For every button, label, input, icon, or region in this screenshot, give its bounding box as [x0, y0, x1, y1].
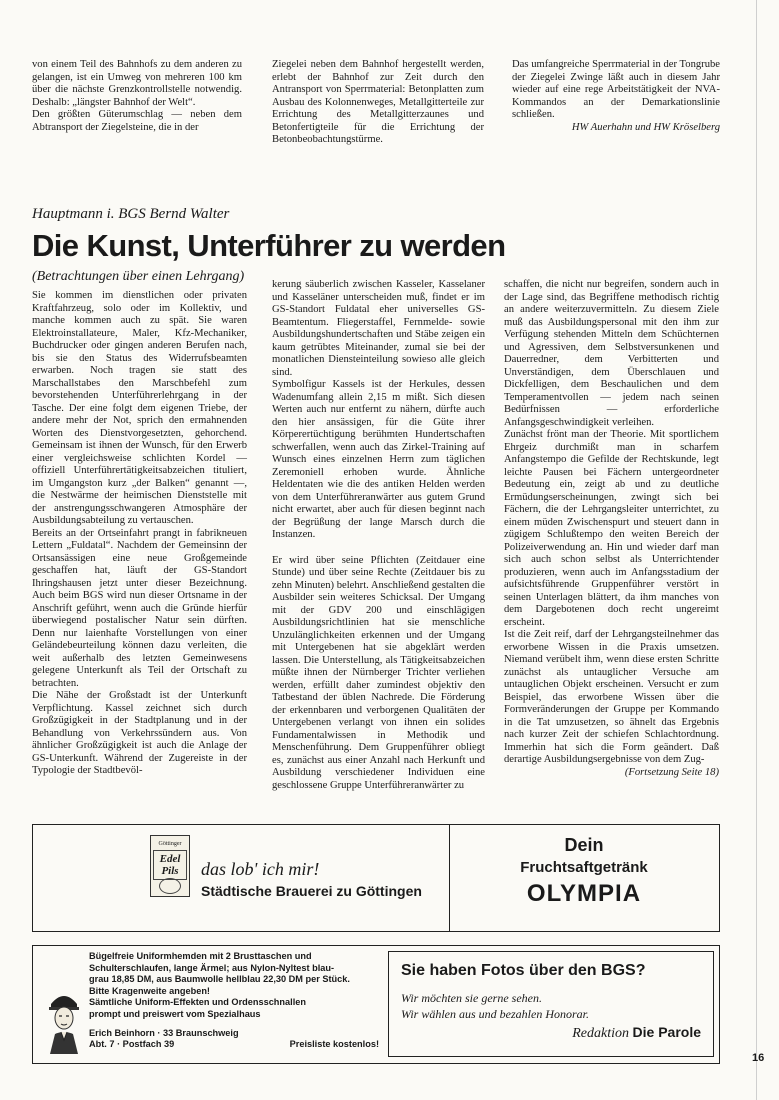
crest-icon — [159, 878, 181, 894]
photos-headline: Sie haben Fotos über den BGS? — [401, 962, 646, 979]
publication-name: Die Parole — [632, 1024, 701, 1040]
paragraph: Zunächst frönt man der Theorie. Mit sportlichem Ehrgeiz durchmißt man in scharfem Anfangstempo die Gefilde der Rechtskunde, legt leichte Pausen bei Fächern untergeordneter Bedeutung ein, zeigt ab und zu deutliche Ermüdungserscheinungen, zwingt sich bei Fächern, die der Lehrgangsleiter unterrichtet, zu einem müden Zwischenspurt und steuert dann in zügigem Schlußtempo den weiten Bereich der Polizeiverwendung an. Hin und wieder darf man sich auch schon selbst als Unterrichtender produzieren, wenn auch im Anfangsstadium der aufsichtsführende Gruppenführer verstört in seinen Unterlagen blättert, da ihm manches von dem Dargebotenen doch recht ungereimt erscheint. — [504, 429, 719, 628]
uniform-line: prompt und preiswert vom Spezialhaus — [89, 1008, 261, 1019]
page-number: 16 — [752, 1052, 765, 1064]
page-edge-line — [756, 0, 757, 1100]
brewery-name: Städtische Brauerei zu Göttingen — [201, 883, 422, 899]
logo-top-text: Göttinger — [158, 841, 182, 847]
juice-line-1: Dein — [564, 835, 604, 855]
uniform-company: Erich Beinhorn · 33 Braunschweig — [89, 1027, 239, 1038]
article-byline: Hauptmann i. BGS Bernd Walter — [32, 206, 230, 222]
uniform-line: Bitte Kragenweite angeben! — [89, 985, 210, 996]
top-column-3 — [512, 59, 720, 134]
uniform-headline: Bügelfreie Uniformhemden — [89, 951, 207, 961]
top-column-2 — [272, 59, 484, 147]
uniform-address: Abt. 7 · Postfach 39 — [89, 1039, 175, 1050]
soldier-portrait-icon — [47, 984, 81, 1054]
uniform-ad-text — [89, 951, 379, 1051]
article-column-1 — [32, 268, 247, 778]
article-headline: Die Kunst, Unterführer zu werden — [32, 228, 506, 263]
brewery-slogan: das lob' ich mir! — [201, 859, 320, 879]
paragraph: Ist die Zeit reif, darf der Lehrgangsteilnehmer das erworbene Wissen in die Praxis umsetzen. Niemand verübelt ihm, wenn diese ersten Schritte zunächst als untauglicher Versuche am untauglichen Objekt erscheinen. Versucht er zum Beispiel, das erworbene Wissen über die Formveränderungen der Gruppe per Kommando in die Tat umzusetzen, so ähnelt das Ergebnis nach kurzer Zeit der schiefen Schlachtordnung. Immerhin hat sich die Form geändert. Daß derartige Ausbildungsergebnisse von dem Zug- — [504, 629, 719, 765]
photos-text — [401, 990, 589, 1022]
paragraph: kerung säuberlich zwischen Kasseler, Kasselaner und Kasseläner unterscheiden muß, findet er im GS-Standort Fuldatal eher universelles GS-Beamtentum. Fliegerstaffel, Fernmelde- sowie Ausbildungshundertschaften und Stäbe zeigen ein kaum getrübtes Miteinander, zumal sie bei der monatlichen Diensteinteilung sowieso alle gleich sind. — [272, 279, 485, 378]
paragraph: Er wird über seine Pflichten (Zeitdauer eine Stunde) und über seine Rechte (Zeitdauer bis zu zehn Minuten) belehrt. Anschließend gestalten die Ausbilder sein weiteres Schicksal. Der Umgang mit der GDV 200 und einschlägigen Ausbildungsrichtlinien hat sie menschliche Unzulänglichkeiten erkennen und der Umgang mit Untergebenen hat sie abgeklärt werden lassen. Die Unterstellung, als Tätigkeitsabzeichen müßte ihnen der Nürnberger Trichter verliehen werden, erfüllt daher zumindest objektiv den Tatbestand der üblen Nachrede. Die Förderung der erkennbaren und verborgenen Qualitäten der Untergebenen verlangt von ihnen ein solides Fundamentalwissen in Methodik und Menschenführung. Dem Gruppenführer obliegt es, zunächst aus einer Anzahl nach Herkunft und Ausbildung verschiedener Individuen eine geschlossene Gruppe Unterführeranwärter zu — [272, 554, 485, 791]
juice-line-2: Fruchtsaftgetränk — [520, 859, 648, 876]
paragraph: Ziegelei neben dem Bahnhof hergestellt werden, erlebt der Bahnhof zur Zeit durch den Antransport von Sperrmaterial: Betonplatten zum Ausbau des Kolonnenweges, Metallgitterteile zur Errichtung des Metallgitterzaunes und Betonfertigteile für die Errichtung der Betonbeobachtungstürme. — [272, 59, 484, 145]
paragraph: schaffen, die nicht nur begreifen, sondern auch in der Lage sind, das Begriffene methodisch richtig an andere weiterzuvermitteln. Zu diesem Ziele muß das Ausbildungspersonal mit den ihm zur Verfügung stehenden Mitteln dem Schüchternen und Agressiven, dem Selbstversunkenen und Dauerredner, dem Verbitterten und Unverständigen, dem Überschlauen und Dickfelligen, dem Beschaulichen und dem Temperamentvollen — jedem nach seinen Bedürfnissen — erforderliche Anfangsgeschwindigkeit verleihen. — [504, 279, 719, 428]
paragraph: Bereits an der Ortseinfahrt prangt in fabrikneuen Lettern „Fuldatal“. Nachdem der Gemeinsinn der Ortsansässigen eine neue Großgemeinde geschaffen hat, läuft der GS-Standort Ihringshausen jetzt unter dieser Bezeichnung. Auch beim BGS wird nun dieser Ortsname in der Anschrift geführt, wenn auch die Gründe hierfür überwiegend postalischer Natur sein dürften. Denn nur laienhafte Vorstellungen von einer Geländebeurteilung können dazu verleiten, die weit außerhalb des letzten Gemeinwesens gelegene Unterkunft als Teil der Ortschaft zu betrachten. — [32, 527, 247, 689]
ad-banner-top — [32, 824, 720, 932]
redaktion-label: Redaktion — [572, 1026, 630, 1041]
logo-brand-text: Edel Pils — [153, 850, 187, 880]
article-subtitle: (Betrachtungen über einen Lehrgang) — [32, 269, 245, 284]
uniform-line: grau 18,85 DM, aus Baumwolle hellblau 22,30 DM per Stück. — [89, 974, 350, 985]
uniform-line: Schulterschlaufen, lange Ärmel; aus Nylon-Nyltest blau- — [89, 962, 335, 973]
article-column-2 — [272, 279, 485, 792]
uniform-headline-rest: mit 2 Brusttaschen und — [206, 951, 312, 961]
paragraph: Das umfangreiche Sperrmaterial in der Tongrube der Ziegelei Zwinge läßt auch in diesem Jahr wieder auf eine rege Arbeitstätigkeit der NVA-Kommandos an der Demarkationslinie schließen. — [512, 59, 720, 120]
top-column-1 — [32, 59, 242, 134]
photos-line-1: Wir möchten sie gerne sehen. — [401, 991, 542, 1005]
paragraph: von einem Teil des Bahnhofs zu dem anderen zu gelangen, ist ein Umweg von mehreren 100 km über die nächste Grenzkontrollstelle notwendig. Deshalb: „längster Bahnhof der Welt“. — [32, 59, 242, 108]
uniform-line: Sämtliche Uniform-Effekten und Ordensschnallen — [89, 997, 306, 1008]
continuation-note: (Fortsetzung Seite 18) — [624, 766, 719, 778]
paragraph: Sie kommen im dienstlichen oder privaten Kraftfahrzeug, solo oder im Kollektiv, und manche kommen auch zu spät. Sie waren Elektroinstallateure, Maler, Kfz-Mechaniker, Buchdrucker oder gingen anderen Berufen nach, bis sie den Status des Widerrufsbeamten erwarben. Noch tragen sie statt des Marschallstabes den Marschbefehl zum bevorstehenden Unterführerlehrgang in der Tasche. Der eine folgt dem eigenen Triebe, der andere mehr der Not, sprich den ermahnenden Worten des Dienstvorgesetzten, gehorchend. Gemeinsam ist ihnen der Wunsch, für den Erwerb einer vergleichsweise schlichten Kordel — offiziell Unterführertätigkeitsabzeichen tituliert, im Umgangston kurz „der Balken“ genannt —, die Nestwärme der heimischen Dienststelle mit der anstrengungsschwangeren Atmosphäre der Ausbildungsabteilung zu vertauschen. — [32, 290, 247, 526]
paragraph: Den größten Güterumschlag — neben dem Abtransport der Ziegelsteine, die in der — [32, 109, 242, 133]
beer-label-logo — [150, 835, 190, 897]
juice-brand: OLYMPIA — [526, 880, 642, 907]
paragraph: Die Nähe der Großstadt ist der Unterkunft Verpflichtung. Kassel zeichnet sich durch Großzügigkeit in der Stadtplanung und in der Behandlung von Verkehrssündern aus. Von ähnlicher Großzügigkeit ist auch die Anlage der GS-Unterkunft. Während der Zugereiste in der Typologie der Stadtbevöl- — [32, 690, 247, 776]
ad-photos-wanted — [388, 951, 714, 1057]
paragraph: Symbolfigur Kassels ist der Herkules, dessen Wadenumfang allein 2,15 m mißt. Sich diesen Werten auch nur entfernt zu nähern, dürfte auch den hier ansässigen, für die Güte ihrer Körperertüchtigung berühmten Hundertschaften schwerfallen, wenn auch das Zirkel-Training auf Wunsch eines einzelnen Herrn zum täglichen Zeremoniell erhoben wurde. Ähnliche Heldentaten wie die des antiken Helden werden von dem Unterführeranwärter aus gutem Grund nicht erwartet, aber auch für diesen beginnt nach der Begrüßung der lange Marsch durch die Instanzen. — [272, 379, 485, 540]
article-column-3 — [504, 279, 719, 779]
photos-line-2: Wir wählen aus und bezahlen Honorar. — [401, 1007, 590, 1021]
editorial-signature — [572, 1024, 701, 1042]
author-signature: HW Auerhahn und HW Kröselberg — [571, 121, 720, 133]
uniform-pricelist: Preisliste kostenlos! — [289, 1039, 379, 1050]
